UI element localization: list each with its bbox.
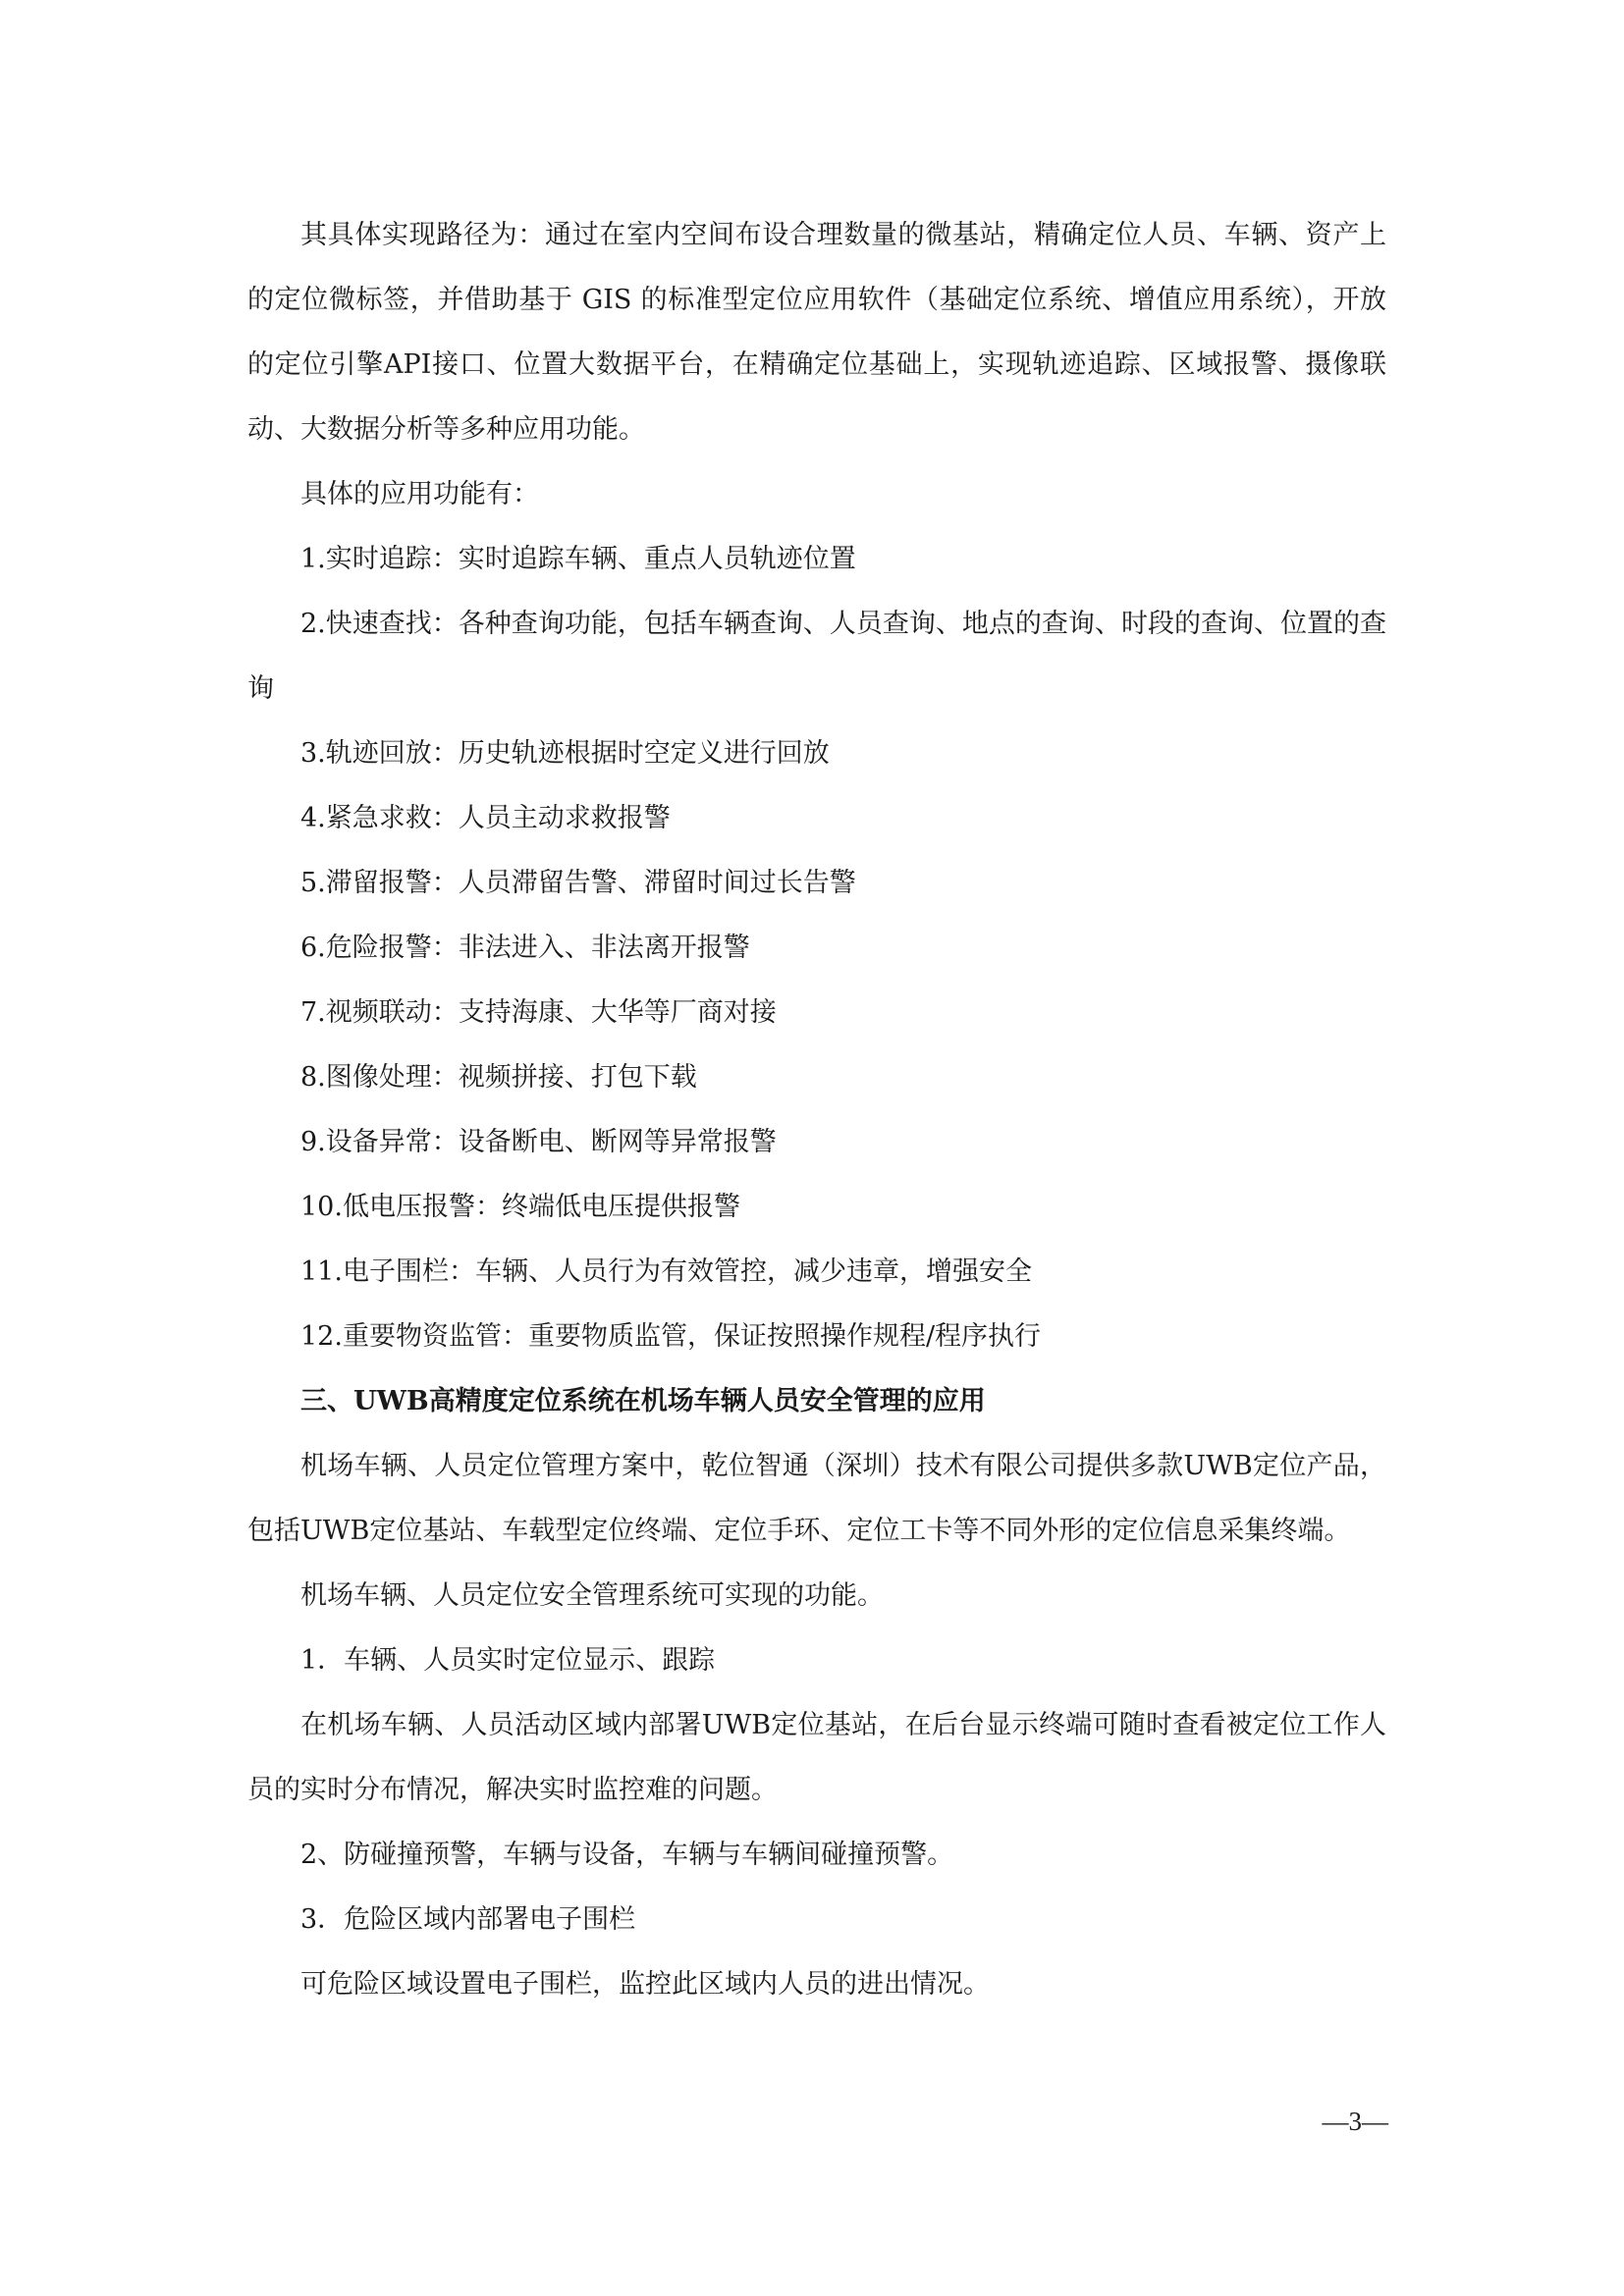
subsection-title: 3．危险区域内部署电子围栏 [300,1904,636,1935]
page-number: —3— [1322,2107,1388,2136]
function-item: 8.图像处理：视频拼接、打包下载 [300,1062,697,1093]
document-body [247,203,1386,2017]
section-heading: 三、UWB高精度定位系统在机场车辆人员安全管理的应用 [300,1386,986,1416]
function-item: 10.低电压报警：终端低电压提供报警 [300,1192,740,1222]
section-paragraph: 机场车辆、人员定位管理方案中，乾位智通（深圳）技术有限公司提供多款UWB定位产品，包括UWB定位基站、车载型定位终端、定位手环、定位工卡等不同外形的定位信息采集终端。 [247,1451,1386,1546]
functions-intro: 具体的应用功能有： [300,479,539,509]
subsection-title: 2、防碰撞预警，车辆与设备，车辆与车辆间碰撞预警。 [300,1840,954,1870]
function-item: 1.实时追踪：实时追踪车辆、重点人员轨迹位置 [300,544,856,574]
function-item: 12.重要物资监管：重要物质监管，保证按照操作规程/程序执行 [300,1321,1042,1352]
subsection-body: 在机场车辆、人员活动区域内部署UWB定位基站，在后台显示终端可随时查看被定位工作人员的实时分布情况，解决实时监控难的问题。 [247,1710,1386,1805]
function-item: 4.紧急求救：人员主动求救报警 [300,803,671,833]
function-item: 11.电子围栏：车辆、人员行为有效管控，减少违章，增强安全 [300,1256,1032,1287]
function-item: 7.视频联动：支持海康、大华等厂商对接 [300,997,777,1028]
function-item: 2.快速查找：各种查询功能，包括车辆查询、人员查询、地点的查询、时段的查询、位置的查询 [247,609,1386,704]
function-item: 6.危险报警：非法进入、非法离开报警 [300,933,750,963]
function-item: 3.轨迹回放：历史轨迹根据时空定义进行回放 [300,738,830,769]
function-item: 5.滞留报警：人员滞留告警、滞留时间过长告警 [300,868,856,898]
intro-paragraph: 其具体实现路径为：通过在室内空间布设合理数量的微基站，精确定位人员、车辆、资产上的定位微标签，并借助基于 GIS 的标准型定位应用软件（基础定位系统、增值应用系统），开放的定位引擎API接口、位置大数据平台，在精确定位基础上，实现轨迹追踪、区域报警、摄像联动、大数据分析等多种应用功能。 [247,220,1386,445]
section-paragraph: 机场车辆、人员定位安全管理系统可实现的功能。 [300,1580,884,1611]
function-item: 9.设备异常：设备断电、断网等异常报警 [300,1127,777,1157]
subsection-body: 可危险区域设置电子围栏，监控此区域内人员的进出情况。 [300,1969,990,2000]
subsection-title: 1．车辆、人员实时定位显示、跟踪 [300,1645,716,1676]
